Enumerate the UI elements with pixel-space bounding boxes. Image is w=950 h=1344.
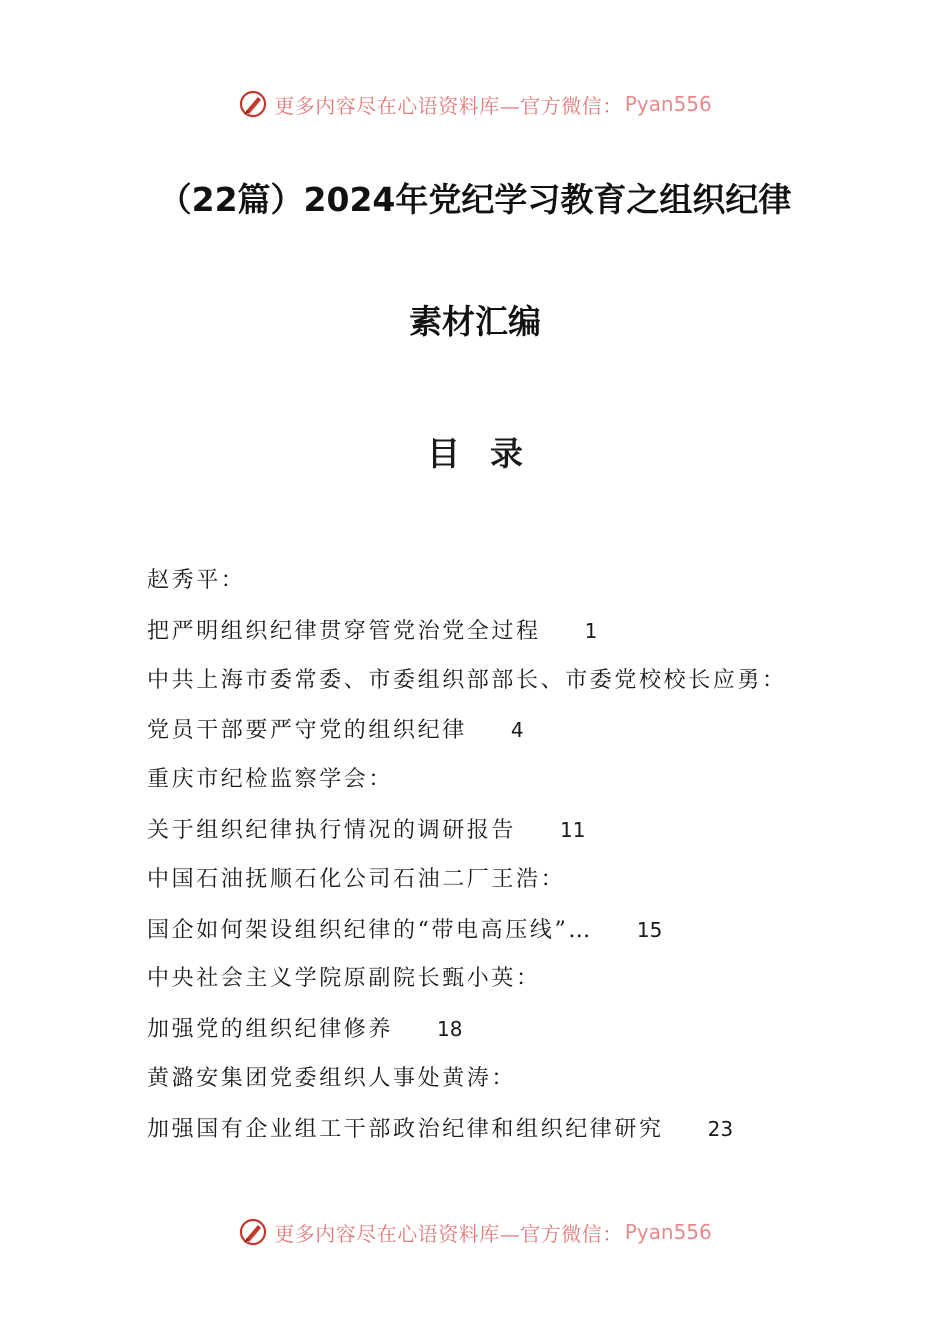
document-subtitle: 素材汇编 xyxy=(409,302,541,341)
toc-entry[interactable] xyxy=(147,711,847,761)
watermark-text: 更多内容尽在心语资料库—官方微信： xyxy=(274,93,623,118)
pen-circle-icon xyxy=(238,1217,268,1247)
toc-entry-title: 国企如何架设组织纪律的“带电高压线”… xyxy=(147,917,593,943)
toc-page-number: 11 xyxy=(560,817,586,842)
toc-author xyxy=(147,662,847,712)
toc-author-text: 中央社会主义学院原副院长甄小英： xyxy=(147,966,541,992)
footer-watermark xyxy=(0,1212,950,1252)
toc-entry[interactable] xyxy=(147,911,847,961)
toc-author xyxy=(147,861,847,911)
toc-page-number: 18 xyxy=(437,1017,463,1042)
table-of-contents xyxy=(147,562,847,1160)
toc-author xyxy=(147,562,847,612)
header-watermark xyxy=(0,84,950,124)
toc-page-number: 1 xyxy=(584,618,598,643)
toc-heading: 目录 xyxy=(427,434,553,473)
watermark-id: Pyan556 xyxy=(624,92,712,116)
watermark-text: 更多内容尽在心语资料库—官方微信： xyxy=(274,1221,623,1246)
watermark-id: Pyan556 xyxy=(624,1220,712,1244)
document-title: （22篇）2024年党纪学习教育之组织纪律 xyxy=(158,180,792,219)
toc-entry[interactable] xyxy=(147,1110,847,1160)
toc-entry-title: 党员干部要严守党的组织纪律 xyxy=(147,718,467,744)
pen-circle-icon xyxy=(238,89,268,119)
toc-entry-title: 加强党的组织纪律修养 xyxy=(147,1017,394,1043)
toc-entry-title: 关于组织纪律执行情况的调研报告 xyxy=(147,817,517,843)
toc-entry[interactable] xyxy=(147,612,847,662)
toc-author-text: 中国石油抚顺石化公司石油二厂王浩： xyxy=(147,866,566,892)
toc-author-text: 黄潞安集团党委组织人事处黄涛： xyxy=(147,1065,517,1091)
toc-page-number: 15 xyxy=(636,917,663,942)
toc-entry[interactable] xyxy=(147,1010,847,1060)
toc-author xyxy=(147,960,847,1010)
toc-author-text: 中共上海市委常委、市委组织部部长、市委党校校长应勇： xyxy=(147,667,787,693)
toc-entry-title: 加强国有企业组工干部政治纪律和组织纪律研究 xyxy=(147,1116,664,1142)
toc-author xyxy=(147,761,847,811)
toc-page-number: 23 xyxy=(707,1116,734,1141)
toc-author xyxy=(147,1060,847,1110)
toc-entry-title: 把严明组织纪律贯穿管党治党全过程 xyxy=(147,618,541,644)
toc-author-text: 赵秀平： xyxy=(147,568,246,593)
toc-page-number: 4 xyxy=(510,718,524,743)
toc-author-text: 重庆市纪检监察学会： xyxy=(147,767,394,793)
toc-entry[interactable] xyxy=(147,811,847,861)
